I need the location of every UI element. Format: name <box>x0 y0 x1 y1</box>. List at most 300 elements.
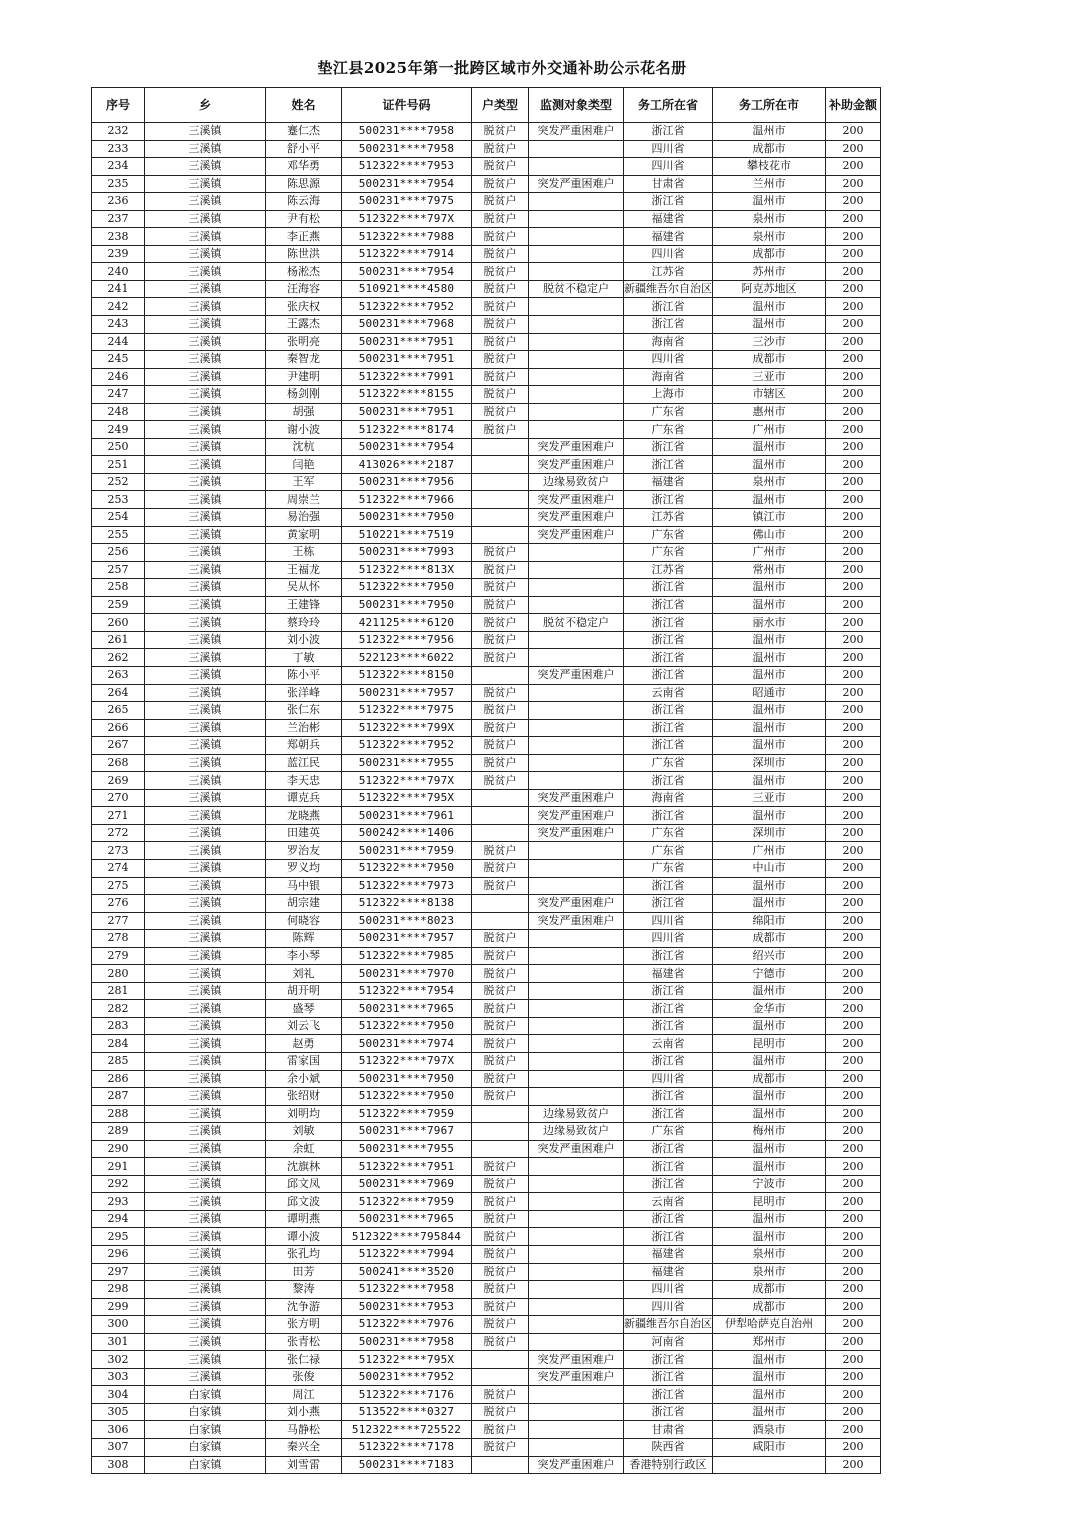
township-cell: 三溪镇 <box>145 175 266 193</box>
township-cell: 三溪镇 <box>145 649 266 667</box>
id-number-cell: 500242****1406 <box>342 824 472 842</box>
subsidy-amount-cell: 200 <box>826 561 881 579</box>
name-cell: 邓华勇 <box>266 158 342 176</box>
township-cell: 三溪镇 <box>145 298 266 316</box>
township-cell: 三溪镇 <box>145 1351 266 1369</box>
township-cell: 三溪镇 <box>145 228 266 246</box>
work-city-cell: 温州市 <box>713 193 826 211</box>
serial-cell: 253 <box>92 491 145 509</box>
id-number-cell: 500231****7953 <box>342 1298 472 1316</box>
table-row <box>92 1070 881 1088</box>
household-type-cell: 脱贫户 <box>472 649 529 667</box>
township-cell: 三溪镇 <box>145 210 266 228</box>
work-city-cell: 常州市 <box>713 561 826 579</box>
id-number-cell: 512322****7176 <box>342 1386 472 1404</box>
name-cell: 张明亮 <box>266 333 342 351</box>
township-cell: 三溪镇 <box>145 596 266 614</box>
monitor-type-cell <box>529 561 624 579</box>
township-cell: 三溪镇 <box>145 333 266 351</box>
name-cell: 马中银 <box>266 877 342 895</box>
subsidy-amount-cell: 200 <box>826 1456 881 1474</box>
township-cell: 三溪镇 <box>145 1228 266 1246</box>
work-city-cell: 兰州市 <box>713 175 826 193</box>
serial-cell: 244 <box>92 333 145 351</box>
serial-cell: 252 <box>92 473 145 491</box>
id-number-cell: 500231****7955 <box>342 754 472 772</box>
table-row <box>92 403 881 421</box>
work-province-cell: 江苏省 <box>624 561 713 579</box>
household-type-cell: 脱贫户 <box>472 684 529 702</box>
household-type-cell: 脱贫户 <box>472 228 529 246</box>
work-city-cell: 广州市 <box>713 842 826 860</box>
work-city-cell: 成都市 <box>713 1281 826 1299</box>
id-number-cell: 500231****7967 <box>342 1123 472 1141</box>
subsidy-amount-cell: 200 <box>826 438 881 456</box>
header-cell: 乡 <box>145 88 266 123</box>
work-city-cell: 三亚市 <box>713 368 826 386</box>
township-cell: 白家镇 <box>145 1456 266 1474</box>
id-number-cell: 512322****7951 <box>342 1158 472 1176</box>
monitor-type-cell <box>529 947 624 965</box>
id-number-cell: 512322****7956 <box>342 631 472 649</box>
township-cell: 三溪镇 <box>145 912 266 930</box>
township-cell: 三溪镇 <box>145 982 266 1000</box>
subsidy-amount-cell: 200 <box>826 702 881 720</box>
work-city-cell: 温州市 <box>713 1368 826 1386</box>
work-city-cell: 泉州市 <box>713 1263 826 1281</box>
id-number-cell: 512322****7950 <box>342 859 472 877</box>
serial-cell: 248 <box>92 403 145 421</box>
table-row <box>92 1210 881 1228</box>
township-cell: 三溪镇 <box>145 807 266 825</box>
subsidy-amount-cell: 200 <box>826 473 881 491</box>
id-number-cell: 500241****3520 <box>342 1263 472 1281</box>
subsidy-amount-cell: 200 <box>826 140 881 158</box>
serial-cell: 297 <box>92 1263 145 1281</box>
name-cell: 黎涛 <box>266 1281 342 1299</box>
table-row <box>92 737 881 755</box>
table-row <box>92 544 881 562</box>
monitor-type-cell <box>529 1246 624 1264</box>
id-number-cell: 512322****7959 <box>342 1193 472 1211</box>
table-row <box>92 930 881 948</box>
id-number-cell: 500231****7951 <box>342 351 472 369</box>
table-row <box>92 824 881 842</box>
monitor-type-cell <box>529 1193 624 1211</box>
work-province-cell: 浙江省 <box>624 316 713 334</box>
monitor-type-cell <box>529 1210 624 1228</box>
table-row <box>92 1403 881 1421</box>
work-province-cell: 浙江省 <box>624 702 713 720</box>
monitor-type-cell <box>529 210 624 228</box>
township-cell: 三溪镇 <box>145 509 266 527</box>
name-cell: 胡宗建 <box>266 895 342 913</box>
id-number-cell: 500231****7951 <box>342 333 472 351</box>
monitor-type-cell <box>529 386 624 404</box>
work-city-cell: 温州市 <box>713 1140 826 1158</box>
work-province-cell: 浙江省 <box>624 1088 713 1106</box>
work-city-cell: 温州市 <box>713 1351 826 1369</box>
subsidy-amount-cell: 200 <box>826 158 881 176</box>
household-type-cell: 脱贫户 <box>472 1088 529 1106</box>
household-type-cell: 脱贫户 <box>472 544 529 562</box>
table-row <box>92 1281 881 1299</box>
monitor-type-cell <box>529 702 624 720</box>
id-number-cell: 512322****7959 <box>342 1105 472 1123</box>
serial-cell: 308 <box>92 1456 145 1474</box>
table-row <box>92 1368 881 1386</box>
name-cell: 尹建明 <box>266 368 342 386</box>
work-city-cell: 宁波市 <box>713 1175 826 1193</box>
serial-cell: 251 <box>92 456 145 474</box>
work-city-cell: 温州市 <box>713 631 826 649</box>
name-cell: 余虹 <box>266 1140 342 1158</box>
table-row <box>92 140 881 158</box>
work-city-cell: 丽水市 <box>713 614 826 632</box>
subsidy-amount-cell: 200 <box>826 666 881 684</box>
serial-cell: 249 <box>92 421 145 439</box>
subsidy-amount-cell: 200 <box>826 1263 881 1281</box>
work-city-cell: 深圳市 <box>713 824 826 842</box>
work-province-cell: 浙江省 <box>624 1210 713 1228</box>
subsidy-amount-cell: 200 <box>826 719 881 737</box>
header-cell: 序号 <box>92 88 145 123</box>
table-row <box>92 877 881 895</box>
work-city-cell: 昆明市 <box>713 1193 826 1211</box>
serial-cell: 260 <box>92 614 145 632</box>
subsidy-amount-cell: 200 <box>826 754 881 772</box>
monitor-type-cell <box>529 1000 624 1018</box>
household-type-cell: 脱贫户 <box>472 1017 529 1035</box>
name-cell: 陈辉 <box>266 930 342 948</box>
work-province-cell: 江苏省 <box>624 263 713 281</box>
id-number-cell: 512322****7952 <box>342 737 472 755</box>
work-city-cell: 温州市 <box>713 807 826 825</box>
name-cell: 王建锋 <box>266 596 342 614</box>
name-cell: 蓝江民 <box>266 754 342 772</box>
serial-cell: 254 <box>92 509 145 527</box>
work-city-cell: 广州市 <box>713 544 826 562</box>
work-province-cell: 浙江省 <box>624 193 713 211</box>
name-cell: 秦智龙 <box>266 351 342 369</box>
work-city-cell: 成都市 <box>713 1070 826 1088</box>
id-number-cell: 500231****7955 <box>342 1140 472 1158</box>
work-city-cell: 泉州市 <box>713 1246 826 1264</box>
subsidy-amount-cell: 200 <box>826 1210 881 1228</box>
name-cell: 刘雪雷 <box>266 1456 342 1474</box>
township-cell: 三溪镇 <box>145 316 266 334</box>
name-cell: 陈云海 <box>266 193 342 211</box>
subsidy-amount-cell: 200 <box>826 175 881 193</box>
township-cell: 三溪镇 <box>145 1368 266 1386</box>
household-type-cell: 脱贫户 <box>472 579 529 597</box>
subsidy-amount-cell: 200 <box>826 245 881 263</box>
id-number-cell: 512322****7991 <box>342 368 472 386</box>
name-cell: 谭克兵 <box>266 789 342 807</box>
monitor-type-cell <box>529 982 624 1000</box>
subsidy-amount-cell: 200 <box>826 789 881 807</box>
monitor-type-cell <box>529 158 624 176</box>
household-type-cell <box>472 666 529 684</box>
township-cell: 三溪镇 <box>145 1263 266 1281</box>
name-cell: 周崇兰 <box>266 491 342 509</box>
serial-cell: 277 <box>92 912 145 930</box>
table-row <box>92 175 881 193</box>
township-cell: 三溪镇 <box>145 1123 266 1141</box>
subsidy-amount-cell: 200 <box>826 649 881 667</box>
work-city-cell: 咸阳市 <box>713 1439 826 1457</box>
work-province-cell: 浙江省 <box>624 807 713 825</box>
id-number-cell: 512322****7950 <box>342 1017 472 1035</box>
township-cell: 三溪镇 <box>145 193 266 211</box>
monitor-type-cell: 突发严重困难户 <box>529 666 624 684</box>
township-cell: 三溪镇 <box>145 789 266 807</box>
work-province-cell: 上海市 <box>624 386 713 404</box>
township-cell: 三溪镇 <box>145 614 266 632</box>
table-row <box>92 509 881 527</box>
subsidy-amount-cell: 200 <box>826 1000 881 1018</box>
township-cell: 白家镇 <box>145 1439 266 1457</box>
monitor-type-cell <box>529 859 624 877</box>
table-row <box>92 982 881 1000</box>
monitor-type-cell <box>529 1263 624 1281</box>
id-number-cell: 512322****7973 <box>342 877 472 895</box>
work-province-cell: 云南省 <box>624 1035 713 1053</box>
township-cell: 三溪镇 <box>145 702 266 720</box>
household-type-cell: 脱贫户 <box>472 158 529 176</box>
serial-cell: 290 <box>92 1140 145 1158</box>
household-type-cell <box>472 1105 529 1123</box>
monitor-type-cell: 突发严重困难户 <box>529 456 624 474</box>
name-cell: 谭小波 <box>266 1228 342 1246</box>
monitor-type-cell <box>529 965 624 983</box>
monitor-type-cell: 突发严重困难户 <box>529 1351 624 1369</box>
subsidy-amount-cell: 200 <box>826 1333 881 1351</box>
work-province-cell: 浙江省 <box>624 1386 713 1404</box>
township-cell: 三溪镇 <box>145 245 266 263</box>
work-city-cell: 成都市 <box>713 930 826 948</box>
id-number-cell: 512322****8138 <box>342 895 472 913</box>
township-cell: 三溪镇 <box>145 772 266 790</box>
monitor-type-cell: 突发严重困难户 <box>529 807 624 825</box>
table-row <box>92 456 881 474</box>
household-type-cell: 脱贫户 <box>472 1228 529 1246</box>
serial-cell: 280 <box>92 965 145 983</box>
subsidy-amount-cell: 200 <box>826 772 881 790</box>
serial-cell: 268 <box>92 754 145 772</box>
work-city-cell: 温州市 <box>713 702 826 720</box>
id-number-cell: 512322****813X <box>342 561 472 579</box>
work-province-cell: 广东省 <box>624 859 713 877</box>
work-province-cell: 浙江省 <box>624 298 713 316</box>
subsidy-amount-cell: 200 <box>826 684 881 702</box>
name-cell: 张孔均 <box>266 1246 342 1264</box>
subsidy-amount-cell: 200 <box>826 895 881 913</box>
id-number-cell: 500231****7950 <box>342 509 472 527</box>
monitor-type-cell: 突发严重困难户 <box>529 895 624 913</box>
household-type-cell <box>472 491 529 509</box>
township-cell: 三溪镇 <box>145 368 266 386</box>
household-type-cell <box>472 1456 529 1474</box>
subsidy-amount-cell: 200 <box>826 368 881 386</box>
work-province-cell: 海南省 <box>624 368 713 386</box>
work-province-cell: 浙江省 <box>624 895 713 913</box>
id-number-cell: 512322****7958 <box>342 1281 472 1299</box>
subsidy-amount-cell: 200 <box>826 1175 881 1193</box>
id-number-cell: 512322****797X <box>342 1052 472 1070</box>
id-number-cell: 512322****7954 <box>342 982 472 1000</box>
work-province-cell: 浙江省 <box>624 1105 713 1123</box>
table-row <box>92 1017 881 1035</box>
township-cell: 三溪镇 <box>145 1316 266 1334</box>
id-number-cell: 513522****0327 <box>342 1403 472 1421</box>
monitor-type-cell: 突发严重困难户 <box>529 175 624 193</box>
id-number-cell: 512322****7950 <box>342 579 472 597</box>
township-cell: 三溪镇 <box>145 544 266 562</box>
name-cell: 田芳 <box>266 1263 342 1281</box>
subsidy-amount-cell: 200 <box>826 491 881 509</box>
table-row <box>92 666 881 684</box>
monitor-type-cell: 突发严重困难户 <box>529 491 624 509</box>
work-province-cell: 浙江省 <box>624 438 713 456</box>
serial-cell: 245 <box>92 351 145 369</box>
serial-cell: 241 <box>92 280 145 298</box>
work-province-cell: 四川省 <box>624 245 713 263</box>
table-row <box>92 1000 881 1018</box>
subsidy-amount-cell: 200 <box>826 982 881 1000</box>
work-province-cell: 浙江省 <box>624 1017 713 1035</box>
table-row <box>92 228 881 246</box>
table-row <box>92 596 881 614</box>
name-cell: 刘明均 <box>266 1105 342 1123</box>
work-province-cell: 浙江省 <box>624 1000 713 1018</box>
table-row <box>92 473 881 491</box>
id-number-cell: 512322****8155 <box>342 386 472 404</box>
work-province-cell: 海南省 <box>624 333 713 351</box>
id-number-cell: 500231****7183 <box>342 1456 472 1474</box>
id-number-cell: 500231****7950 <box>342 596 472 614</box>
table-row <box>92 684 881 702</box>
work-province-cell: 广东省 <box>624 824 713 842</box>
township-cell: 三溪镇 <box>145 877 266 895</box>
township-cell: 三溪镇 <box>145 719 266 737</box>
subsidy-amount-cell: 200 <box>826 351 881 369</box>
id-number-cell: 512322****7966 <box>342 491 472 509</box>
work-province-cell: 海南省 <box>624 789 713 807</box>
table-row <box>92 649 881 667</box>
id-number-cell: 421125****6120 <box>342 614 472 632</box>
id-number-cell: 500231****7954 <box>342 263 472 281</box>
work-province-cell: 福建省 <box>624 473 713 491</box>
name-cell: 胡开明 <box>266 982 342 1000</box>
table-row <box>92 123 881 141</box>
work-province-cell: 浙江省 <box>624 737 713 755</box>
work-city-cell: 温州市 <box>713 1403 826 1421</box>
serial-cell: 242 <box>92 298 145 316</box>
township-cell: 三溪镇 <box>145 561 266 579</box>
work-province-cell: 陕西省 <box>624 1439 713 1457</box>
township-cell: 三溪镇 <box>145 1035 266 1053</box>
id-number-cell: 512322****7914 <box>342 245 472 263</box>
household-type-cell <box>472 526 529 544</box>
serial-cell: 275 <box>92 877 145 895</box>
township-cell: 三溪镇 <box>145 1175 266 1193</box>
id-number-cell: 512322****7952 <box>342 298 472 316</box>
table-row <box>92 1386 881 1404</box>
township-cell: 三溪镇 <box>145 1193 266 1211</box>
household-type-cell: 脱贫户 <box>472 596 529 614</box>
name-cell: 郑朝兵 <box>266 737 342 755</box>
id-number-cell: 500231****7965 <box>342 1210 472 1228</box>
serial-cell: 288 <box>92 1105 145 1123</box>
serial-cell: 303 <box>92 1368 145 1386</box>
work-city-cell: 温州市 <box>713 737 826 755</box>
work-city-cell: 温州市 <box>713 438 826 456</box>
table-row <box>92 1333 881 1351</box>
name-cell: 蹇仁杰 <box>266 123 342 141</box>
subsidy-amount-cell: 200 <box>826 210 881 228</box>
work-province-cell: 浙江省 <box>624 649 713 667</box>
id-number-cell: 500231****7956 <box>342 473 472 491</box>
work-province-cell: 甘肃省 <box>624 175 713 193</box>
household-type-cell: 脱贫户 <box>472 245 529 263</box>
name-cell: 张青松 <box>266 1333 342 1351</box>
work-city-cell: 昭通市 <box>713 684 826 702</box>
township-cell: 三溪镇 <box>145 1246 266 1264</box>
household-type-cell <box>472 1123 529 1141</box>
monitor-type-cell: 突发严重困难户 <box>529 1140 624 1158</box>
table-row <box>92 193 881 211</box>
table-row <box>92 333 881 351</box>
township-cell: 三溪镇 <box>145 438 266 456</box>
name-cell: 胡强 <box>266 403 342 421</box>
name-cell: 赵勇 <box>266 1035 342 1053</box>
id-number-cell: 512322****7985 <box>342 947 472 965</box>
township-cell: 三溪镇 <box>145 491 266 509</box>
serial-cell: 238 <box>92 228 145 246</box>
work-province-cell: 福建省 <box>624 210 713 228</box>
table-row <box>92 368 881 386</box>
name-cell: 兰治彬 <box>266 719 342 737</box>
subsidy-amount-cell: 200 <box>826 1421 881 1439</box>
serial-cell: 261 <box>92 631 145 649</box>
id-number-cell: 500231****7965 <box>342 1000 472 1018</box>
subsidy-amount-cell: 200 <box>826 737 881 755</box>
township-cell: 三溪镇 <box>145 386 266 404</box>
monitor-type-cell: 脱贫不稳定户 <box>529 614 624 632</box>
household-type-cell: 脱贫户 <box>472 280 529 298</box>
household-type-cell <box>472 509 529 527</box>
work-city-cell: 泉州市 <box>713 473 826 491</box>
id-number-cell: 500231****7957 <box>342 930 472 948</box>
work-city-cell: 温州市 <box>713 1158 826 1176</box>
household-type-cell: 脱贫户 <box>472 333 529 351</box>
serial-cell: 266 <box>92 719 145 737</box>
monitor-type-cell: 突发严重困难户 <box>529 526 624 544</box>
serial-cell: 265 <box>92 702 145 720</box>
id-number-cell: 512322****7178 <box>342 1439 472 1457</box>
household-type-cell: 脱贫户 <box>472 842 529 860</box>
work-city-cell: 成都市 <box>713 1298 826 1316</box>
name-cell: 秦兴全 <box>266 1439 342 1457</box>
work-city-cell: 温州市 <box>713 491 826 509</box>
subsidy-amount-cell: 200 <box>826 1351 881 1369</box>
name-cell: 杨淞杰 <box>266 263 342 281</box>
roster-table <box>91 87 881 1474</box>
subsidy-amount-cell: 200 <box>826 298 881 316</box>
work-city-cell: 宁德市 <box>713 965 826 983</box>
table-row <box>92 947 881 965</box>
